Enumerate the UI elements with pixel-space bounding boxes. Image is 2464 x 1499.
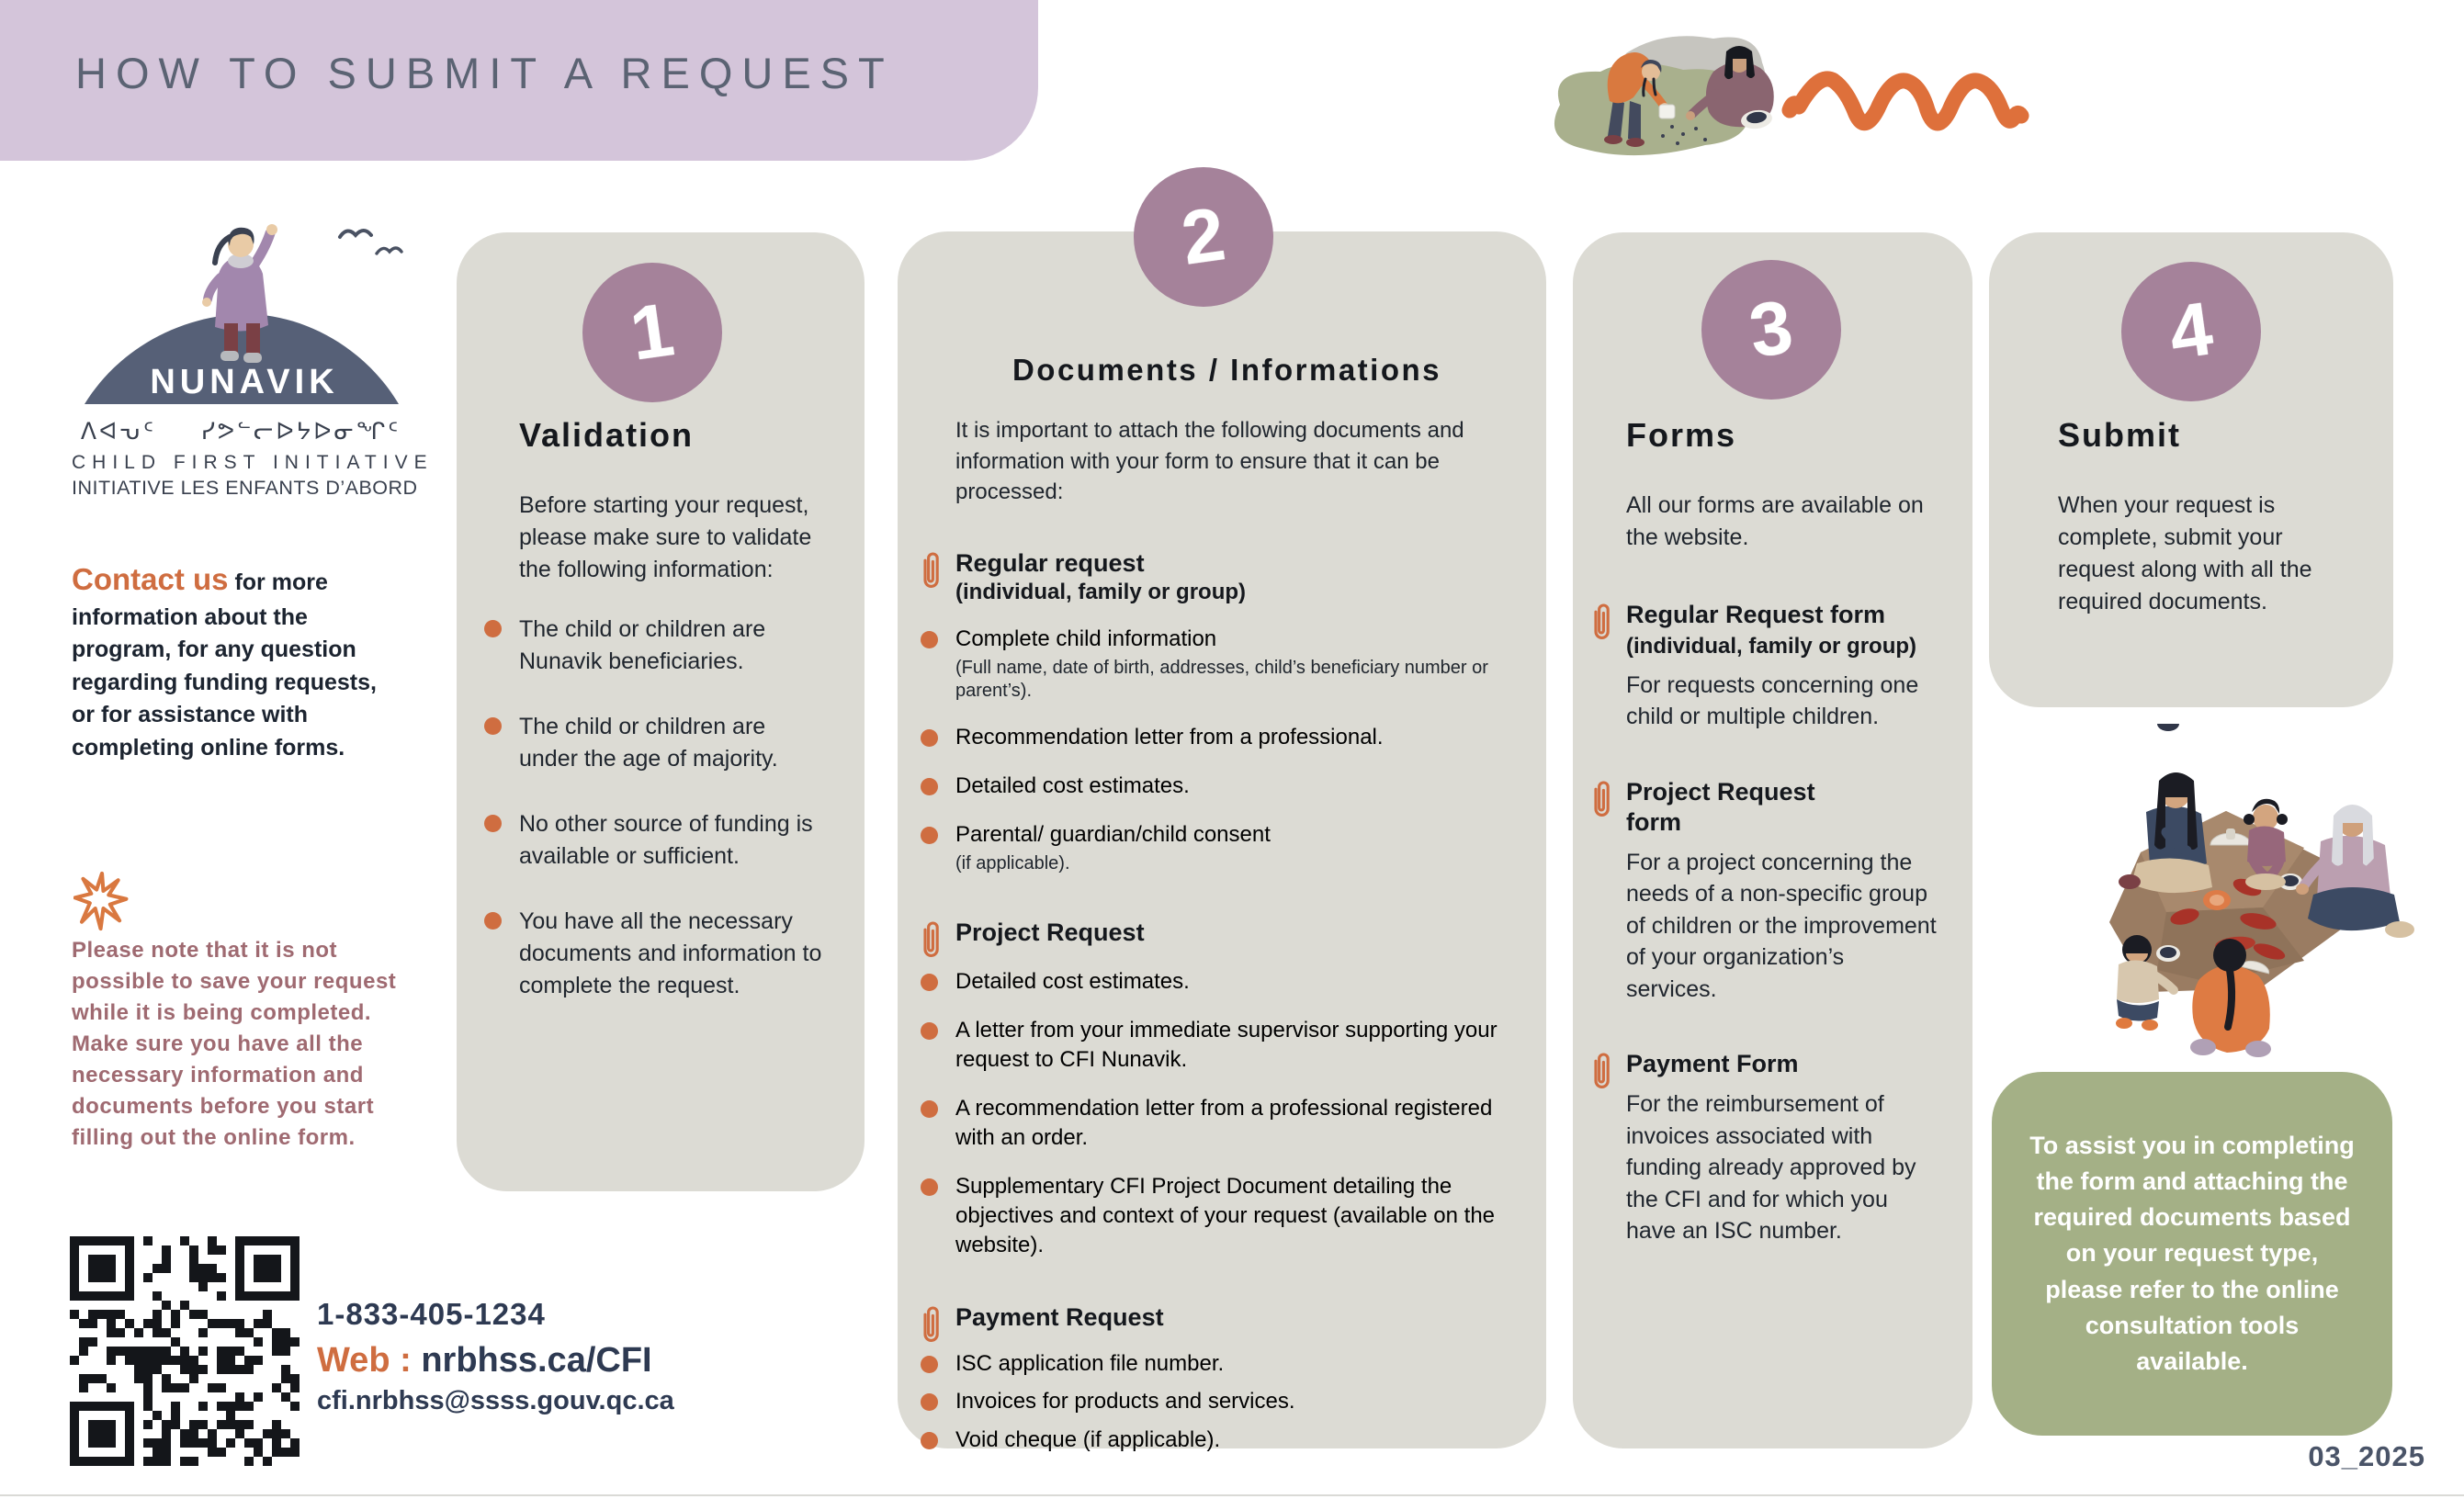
step-2-title: Documents / Informations — [1012, 353, 1442, 387]
regular-request-form-section — [1626, 600, 1938, 733]
step-1-list — [519, 614, 826, 1002]
section-title: Regular request (individual, family or group) — [955, 548, 1247, 604]
step-1-panel — [457, 232, 865, 1191]
list-item: Complete child information (Full name, date of birth, addresses, child’s beneficiary number or parent’s). — [955, 625, 1498, 704]
step-3-title: Forms — [1626, 416, 1737, 454]
bullet-dot-icon — [484, 912, 502, 930]
project-request-form-section — [1626, 777, 1938, 1005]
header-banner — [0, 0, 1038, 161]
step-4-panel — [1989, 232, 2393, 707]
save-warning-note: Please note that it is not possible to save your request while it is being completed. Make sure you have all the necessary information and documents before you start filling out the online form. — [72, 938, 397, 1151]
section-title: Project Request — [955, 919, 1145, 947]
list-item: Parental/ guardian/child consent (if applicable). — [955, 820, 1498, 876]
step-4-number: 4 — [2164, 287, 2218, 376]
family-member-elder — [2296, 805, 2414, 938]
list-item: You have all the necessary documents and information to complete the request. — [519, 906, 826, 1002]
bullet-dot-icon — [921, 1356, 938, 1373]
bullet-dot-icon — [921, 778, 938, 795]
nunavik-logo — [72, 213, 434, 500]
bottom-divider — [0, 1494, 2464, 1496]
paperclip-icon — [917, 918, 944, 962]
regular-request-section — [955, 548, 1498, 876]
list-item: The child or children are under the age of majority. — [519, 711, 826, 775]
payment-request-section — [955, 1302, 1498, 1456]
step-2-number: 2 — [1177, 192, 1230, 281]
bird-icon — [340, 231, 371, 237]
paperclip-icon — [917, 1302, 944, 1347]
step-4-intro: When your request is complete, submit your request along with all the required documents. — [2058, 492, 2312, 614]
phone-number: 1-833-405-1234 — [317, 1297, 546, 1331]
list-item: Recommendation letter from a professional. — [955, 723, 1498, 752]
list-item: A letter from your immediate supervisor supporting your request to CFI Nunavik. — [955, 1016, 1498, 1075]
section-body: For a project concerning the needs of a non-specific group of children or the improvement of your organization’s services. — [1626, 849, 1937, 1002]
bullet-dot-icon — [484, 815, 502, 832]
step-3-number-badge — [1701, 260, 1841, 400]
logo-line-french: INITIATIVE LES ENFANTS D’ABORD — [72, 477, 418, 499]
paperclip-icon — [1588, 1049, 1615, 1093]
qr-code — [70, 1236, 300, 1466]
step-1-title: Validation — [519, 416, 695, 454]
bird-icon — [377, 248, 401, 254]
list-item: No other source of funding is available or sufficient. — [519, 808, 826, 873]
page-title: HOW TO SUBMIT A REQUEST — [75, 49, 894, 97]
list-item: Void cheque (if applicable). — [955, 1426, 1498, 1455]
section-title: Regular Request form (individual, family or group) — [1626, 601, 1917, 659]
step-1-number: 1 — [626, 287, 679, 377]
project-request-section — [955, 918, 1498, 1259]
logo-line-english: CHILD FIRST INITIATIVE — [72, 452, 434, 473]
section-body: For requests concerning one child or multiple children. — [1626, 671, 1919, 730]
step-1-number-badge — [582, 263, 722, 402]
list-item: ISC application file number. — [955, 1349, 1498, 1379]
section-title: Payment Request — [955, 1302, 1164, 1331]
bullet-dot-icon — [921, 729, 938, 747]
section-list — [955, 1349, 1498, 1456]
section-title: Project Request form — [1626, 777, 1815, 836]
web-label: Web : — [317, 1341, 412, 1380]
list-item: A recommendation letter from a professional registered with an order. — [955, 1094, 1498, 1153]
web-url: nrbhss.ca/CFI — [421, 1341, 652, 1380]
contact-us-lead: Contact us — [72, 562, 229, 596]
bullet-dot-icon — [921, 1432, 938, 1449]
bullet-dot-icon — [921, 1100, 938, 1118]
step-4-number-badge — [2121, 262, 2261, 401]
contact-info — [317, 1297, 674, 1416]
step-2-panel — [898, 192, 1546, 1453]
nunavik-logo-figure — [72, 213, 410, 408]
contact-us-body: for more information about the program, for any question regarding funding requests, or for assistance with completing online forms. — [72, 569, 377, 761]
list-item: Invoices for products and services. — [955, 1387, 1498, 1416]
section-body: For the reimbursement of invoices associated with funding already approved by the CFI and for which you have an ISC number. — [1626, 1091, 1916, 1245]
list-item: Detailed cost estimates. — [955, 967, 1498, 997]
bullet-dot-icon — [921, 974, 938, 991]
paperclip-icon — [1588, 600, 1615, 644]
version-label: 03_2025 — [2308, 1440, 2425, 1472]
list-item: Detailed cost estimates. — [955, 772, 1498, 801]
family-eating-illustration — [2029, 724, 2424, 1065]
section-list — [955, 625, 1498, 875]
step-3-panel — [1573, 232, 1972, 1448]
step-2-number-badge — [1134, 167, 1273, 307]
paperclip-icon — [1588, 777, 1615, 821]
bullet-dot-icon — [484, 620, 502, 637]
bullet-dot-icon — [921, 1178, 938, 1196]
online-tools-text: To assist you in completing the form and attaching the required documents based on your request type, please refer to the online consultation tools available. — [2029, 1132, 2355, 1375]
list-item: Supplementary CFI Project Document detailing the objectives and context of your request (available on the website). — [955, 1172, 1498, 1260]
sparkle-star-icon — [73, 871, 130, 931]
squiggle-decoration — [1780, 53, 2047, 145]
logo-syllabics: ᐱᐊᕃᑦ ᓯᕗᓪᓕᐅᔭᐅᓂᖏᑦ — [80, 418, 401, 445]
website-line — [317, 1341, 674, 1381]
logo-wordmark: NUNAVIK — [150, 363, 339, 401]
list-item: The child or children are Nunavik beneficiaries. — [519, 614, 826, 678]
family-member-woman — [2119, 772, 2212, 893]
contact-us-paragraph — [72, 558, 393, 764]
bullet-dot-icon — [921, 631, 938, 648]
step-2-intro: It is important to attach the following documents and information with your form to ensure that it can be processed: — [955, 418, 1464, 505]
bullet-dot-icon — [921, 1022, 938, 1040]
step-1-intro: Before starting your request, please make sure to validate the following information: — [519, 492, 812, 582]
payment-form-section — [1626, 1049, 1938, 1246]
step-3-number: 3 — [1745, 285, 1798, 374]
email-address: cfi.nrbhss@ssss.gouv.qc.ca — [317, 1386, 674, 1415]
bullet-dot-icon — [921, 1393, 938, 1411]
paperclip-icon — [917, 548, 944, 592]
online-tools-callout — [1992, 1072, 2392, 1436]
section-list — [955, 967, 1498, 1259]
bullet-dot-icon — [484, 717, 502, 735]
step-4-title: Submit — [2058, 416, 2181, 454]
bullet-dot-icon — [921, 827, 938, 844]
section-title: Payment Form — [1626, 1050, 1799, 1078]
step-3-intro: All our forms are available on the website. — [1626, 492, 1924, 550]
